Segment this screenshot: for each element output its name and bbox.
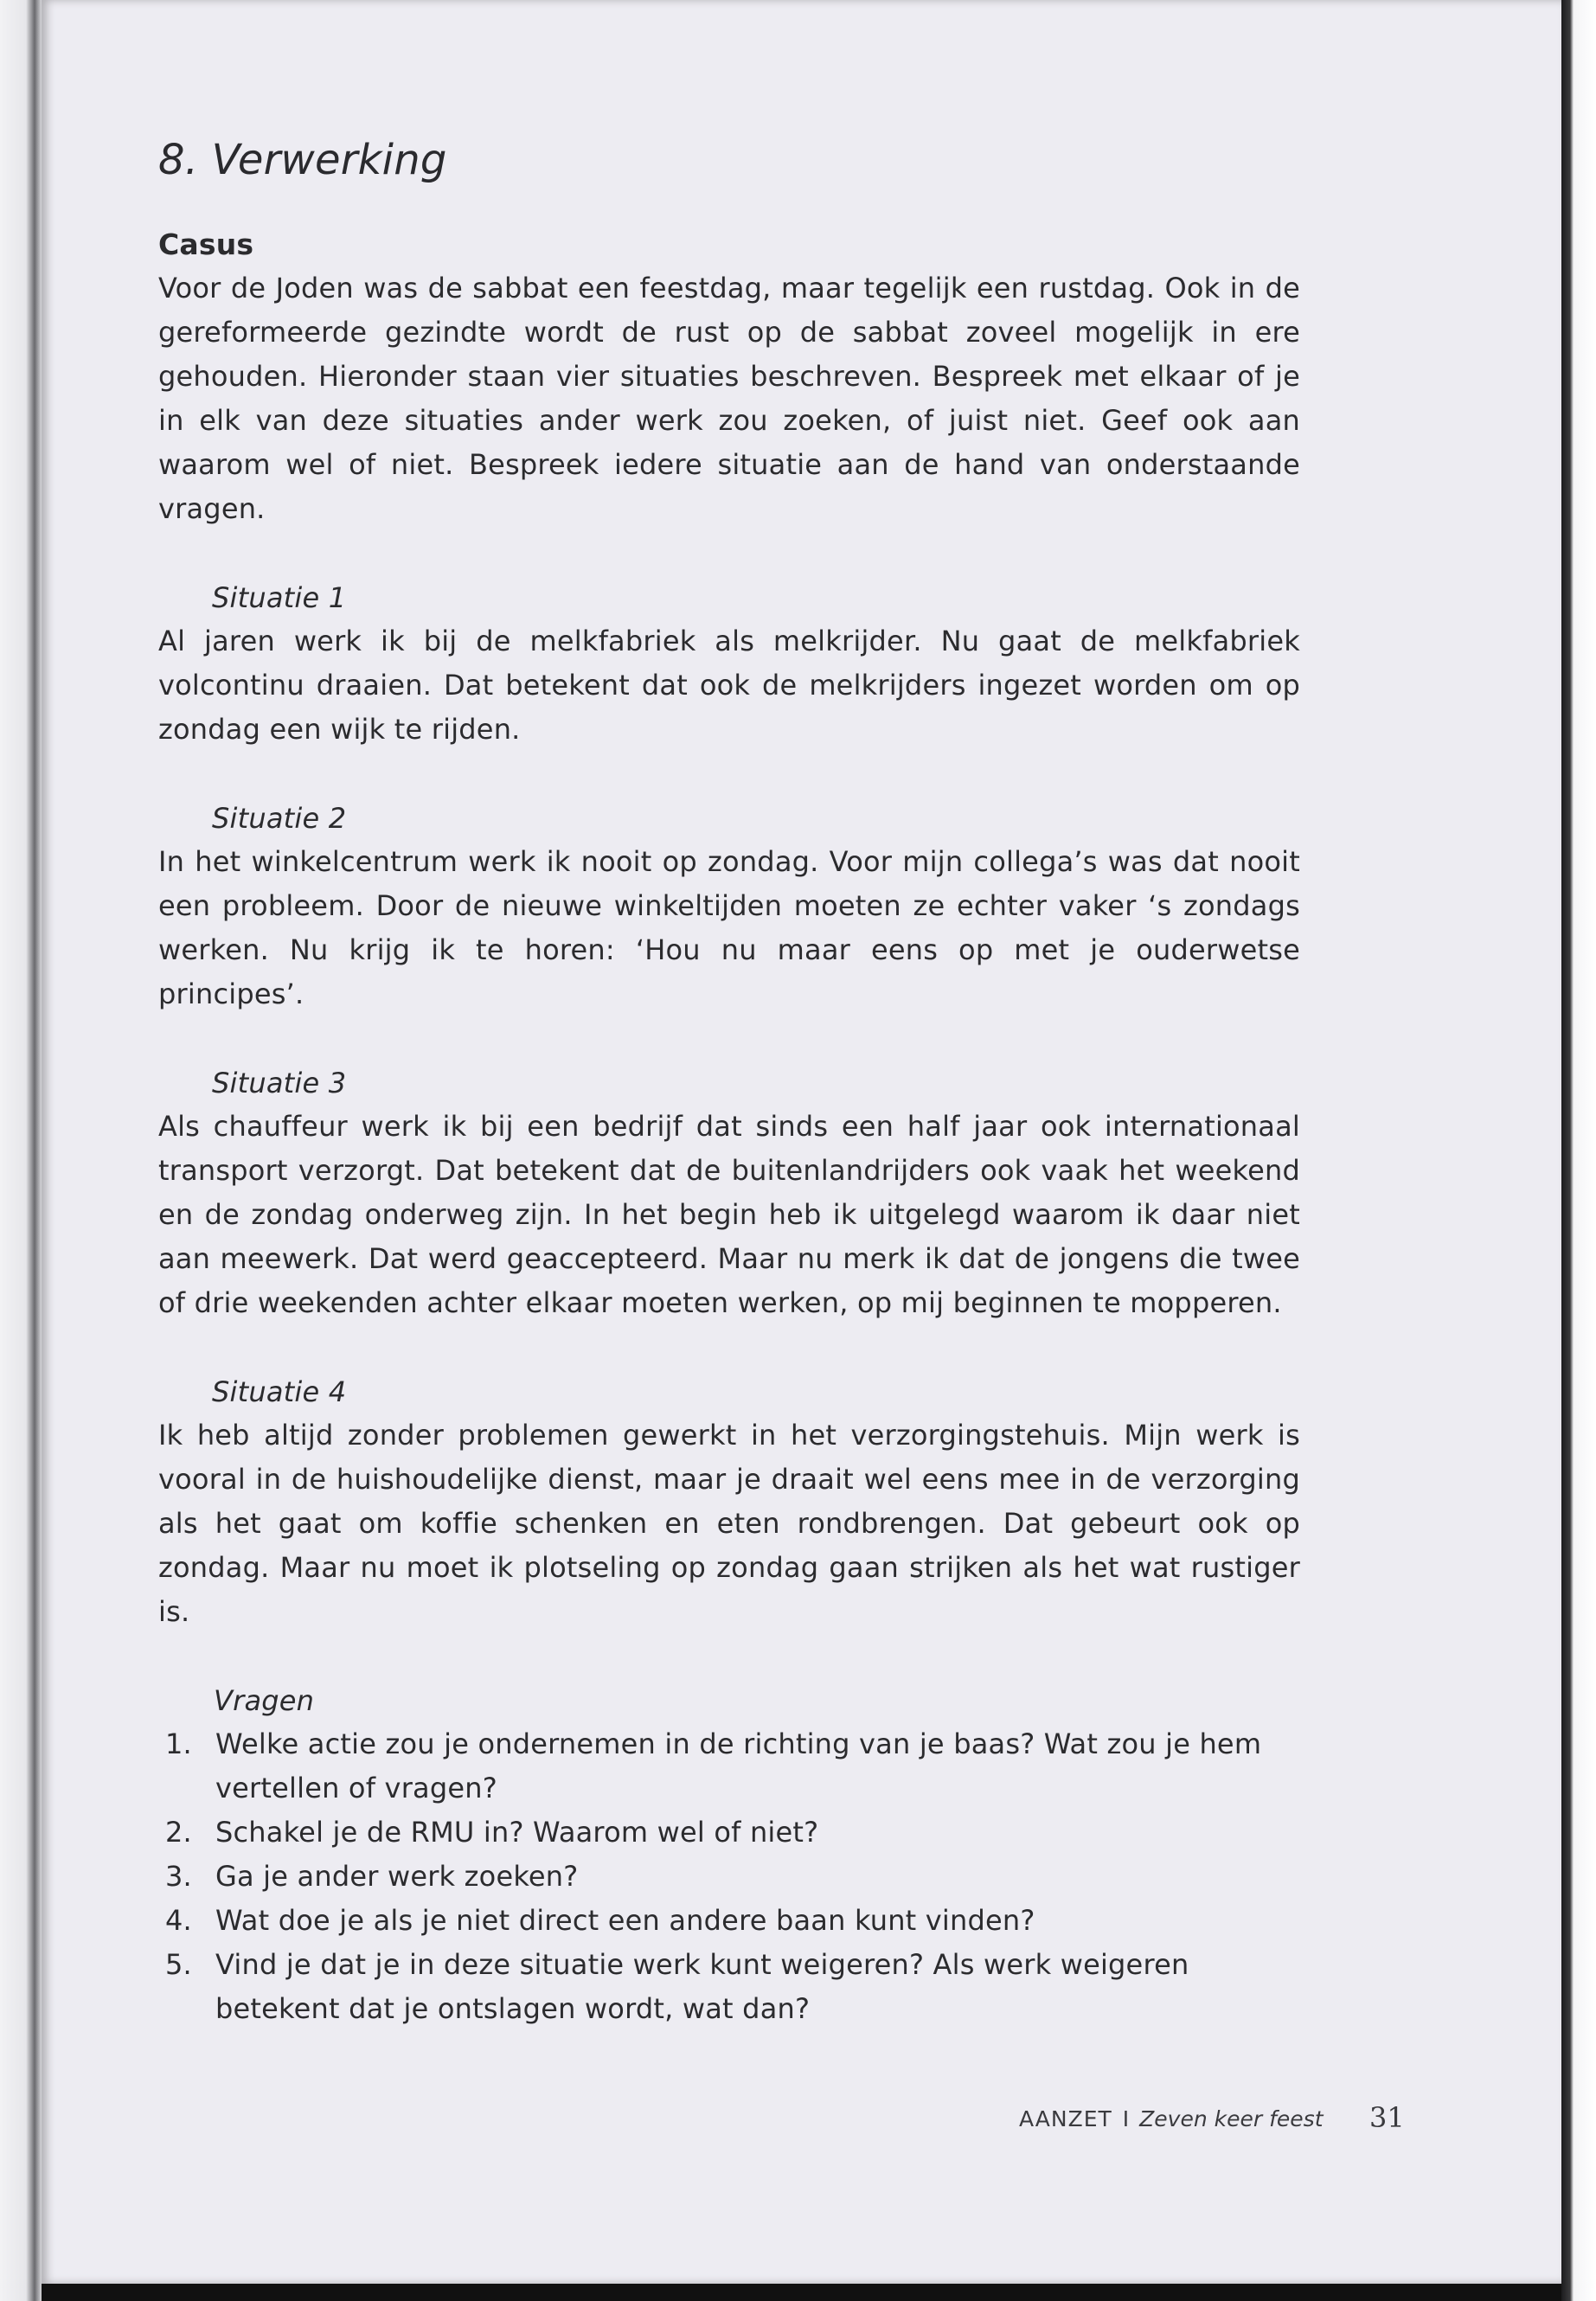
question-item <box>158 1855 1300 1899</box>
footer-separator: I <box>1122 2106 1130 2131</box>
question-text: Vind je dat je in deze situatie werk kunt weigeren? Als werk weigeren betekent dat je ontslagen wordt, wat dan? <box>215 1948 1189 2025</box>
situatie-title: Situatie 3 <box>212 1067 347 1099</box>
question-number: 2. <box>165 1816 192 1849</box>
situatie-title: Situatie 4 <box>212 1375 347 1408</box>
page-number: 31 <box>1369 2101 1405 2134</box>
question-text: Wat doe je als je niet direct een andere baan kunt vinden? <box>215 1904 1035 1937</box>
book-spine <box>0 0 42 2301</box>
situatie-2 <box>158 797 1300 1016</box>
question-number: 1. <box>165 1727 192 1760</box>
situatie-text: Ik heb altijd zonder problemen gewerkt in het verzorgingstehuis. Mijn werk is vooral in de huishoudelijke dienst, maar je draait wel eens mee in de verzorging als het gaat om koffie schenken en eten rondbrengen. Dat gebeurt ook op zondag. Maar nu moet ik plotseling op zondag gaan strijken als het wat rustiger is. <box>158 1419 1300 1628</box>
situatie-text: Als chauffeur werk ik bij een bedrijf dat sinds een half jaar ook internationaal transport verzorgt. Dat betekent dat de buitenlandrijders ook vaak het weekend en de zondag onderweg zijn. In het begin heb ik uitgelegd waarom ik daar niet aan meewerk. Dat werd geaccepteerd. Maar nu merk ik dat de jongens die twee of drie weekenden achter elkaar moeten werken, op mij beginnen te mopperen. <box>158 1110 1300 1319</box>
question-item <box>158 1811 1300 1855</box>
section-heading: 8. Verwerking <box>158 136 447 184</box>
question-item <box>158 1722 1300 1811</box>
vragen-section <box>158 1679 1300 2031</box>
casus-section <box>158 223 1300 531</box>
question-text: Welke actie zou je ondernemen in de richting van je baas? Wat zou je hem vertellen of vragen? <box>215 1727 1262 1804</box>
question-item <box>158 1943 1300 2031</box>
page-footer <box>1019 2100 1408 2138</box>
casus-intro: Voor de Joden was de sabbat een feestdag, maar tegelijk een rustdag. Ook in de gereformeerde gezindte wordt de rust op de sabbat zoveel mogelijk in ere gehouden. Hieronder staan vier situaties beschreven. Bespreek met elkaar of je in elk van deze situaties ander werk zou zoeken, of juist niet. Geef ook aan waarom wel of niet. Bespreek iedere situatie aan de hand van onderstaande vragen. <box>158 272 1300 525</box>
question-text: Schakel je de RMU in? Waarom wel of niet? <box>215 1816 819 1849</box>
page-content <box>158 130 1300 2031</box>
situatie-title: Situatie 1 <box>212 581 347 614</box>
situatie-text: Al jaren werk ik bij de melkfabriek als melkrijder. Nu gaat de melkfabriek volcontinu draaien. Dat betekent dat ook de melkrijders ingezet worden om op zondag een wijk te rijden. <box>158 625 1300 746</box>
page-edge <box>1561 0 1596 2301</box>
question-list <box>158 1722 1300 2031</box>
situatie-1 <box>158 576 1300 752</box>
situatie-title: Situatie 2 <box>212 802 347 835</box>
page-bottom-edge <box>42 2284 1561 2301</box>
question-number: 5. <box>165 1948 192 1981</box>
situatie-3 <box>158 1061 1300 1325</box>
question-item <box>158 1899 1300 1943</box>
situatie-4 <box>158 1370 1300 1634</box>
vragen-title: Vragen <box>214 1684 315 1717</box>
casus-label: Casus <box>158 228 254 261</box>
situatie-text: In het winkelcentrum werk ik nooit op zondag. Voor mijn collega’s was dat nooit een probleem. Door de nieuwe winkeltijden moeten ze echter vaker ‘s zondags werken. Nu krijg ik te horen: ‘Hou nu maar eens op met je ouderwetse principes’. <box>158 845 1300 1010</box>
footer-subtitle: Zeven keer feest <box>1139 2106 1324 2131</box>
question-text: Ga je ander werk zoeken? <box>215 1860 579 1893</box>
question-number: 4. <box>165 1904 192 1937</box>
question-number: 3. <box>165 1860 192 1893</box>
footer-brand: AANZET <box>1019 2106 1112 2131</box>
